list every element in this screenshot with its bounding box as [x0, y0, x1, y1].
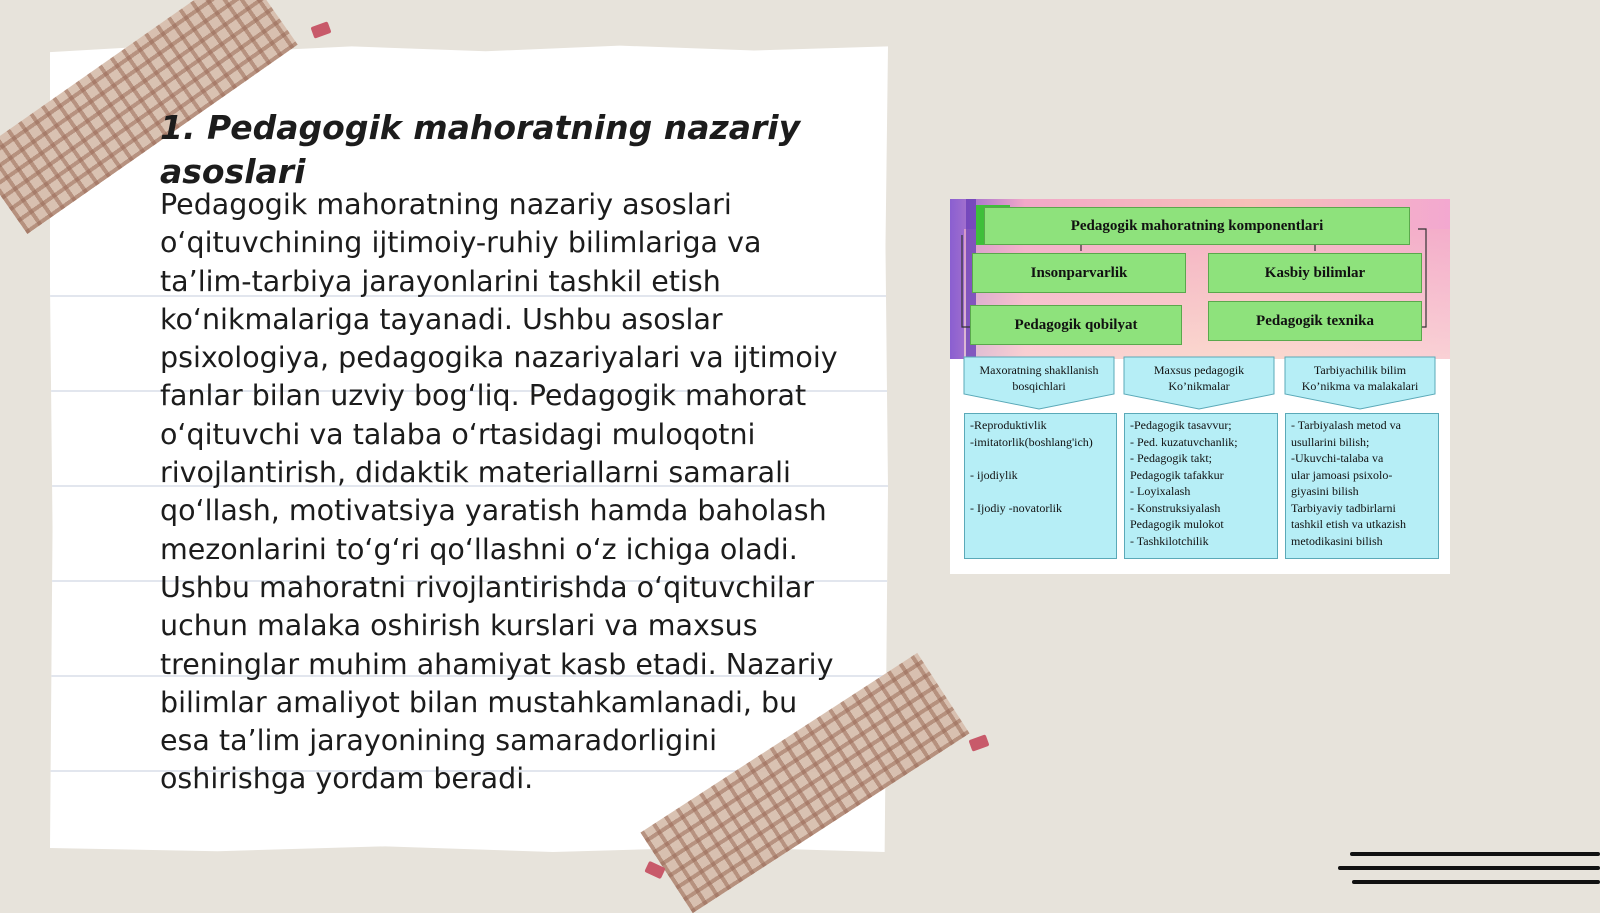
- column-list: -Pedagogik tasavvur; - Ped. kuzatuvchanlik; - Pedagogik takt; Pedagogik tafakkur - Loyixalash - Konstruksiyalash Pedagogik mulokot - Tashkilotchilik: [1124, 413, 1278, 559]
- component-box: Pedagogik qobilyat: [970, 305, 1182, 345]
- decorative-stroke: [1350, 852, 1600, 856]
- column-list: - Tarbiyalash metod va usullarini bilish; -Ukuvchi-talaba va ular jamoasi psixolo- giyasini bilish Tarbiyaviy tadbirlarni tashkil etish va utkazish metodikasini bilish: [1285, 413, 1439, 559]
- decorative-stroke: [1338, 866, 1600, 870]
- tape-tab: [968, 734, 989, 751]
- column-head: Maxoratning shakllanish bosqichlari: [979, 362, 1099, 393]
- decorative-stroke: [1352, 880, 1600, 884]
- diagram-top-box: Pedagogik mahoratning komponentlari: [984, 207, 1410, 245]
- slide-title: 1. Pedagogik mahoratning nazariy asoslari: [160, 108, 801, 191]
- component-box: Insonparvarlik: [972, 253, 1186, 293]
- column-head: Tarbiyachilik bilim Ko’nikma va malakalari: [1301, 362, 1419, 393]
- components-diagram: [950, 199, 1450, 574]
- component-box: Kasbiy bilimlar: [1208, 253, 1422, 293]
- slide-body-text: Pedagogik mahoratning nazariy asoslari o‘qituvchining ijtimoiy-ruhiy bilimlariga va ta’lim-tarbiya jarayonlarini tashkil etish ko‘nikmalariga tayanadi. Ushbu asoslar psixologiya, pedagogika nazariyalari va ijtimoiy fanlar bilan uzviy bog‘liq. Pedagogik mahorat o‘qituvchi va talaba o‘rtasidagi muloqotni rivojlantirish, didaktik materiallarni samarali qo‘llash, motivatsiya yaratish hamda baholash mezonlarini to‘g‘ri qo‘llashni o‘z ichiga oladi. Ushbu mahoratni rivojlantirishda o‘qituvchilar uchun malaka oshirish kurslari va maxsus treninglar muhim ahamiyat kasb etadi. Nazariy bilimlar amaliyot bilan mustahkamlanadi, bu esa ta’lim jarayonining samaradorligini oshirishga yordam beradi.: [160, 188, 838, 796]
- tape-tab: [310, 21, 331, 38]
- component-box: Pedagogik texnika: [1208, 301, 1422, 341]
- column-head: Maxsus pedagogik Ko’nikmalar: [1153, 362, 1245, 393]
- column-list: -Reproduktivlik -imitatorlik(boshlang'ich) - ijodiylik - Ijodiy -novatorlik: [964, 413, 1117, 559]
